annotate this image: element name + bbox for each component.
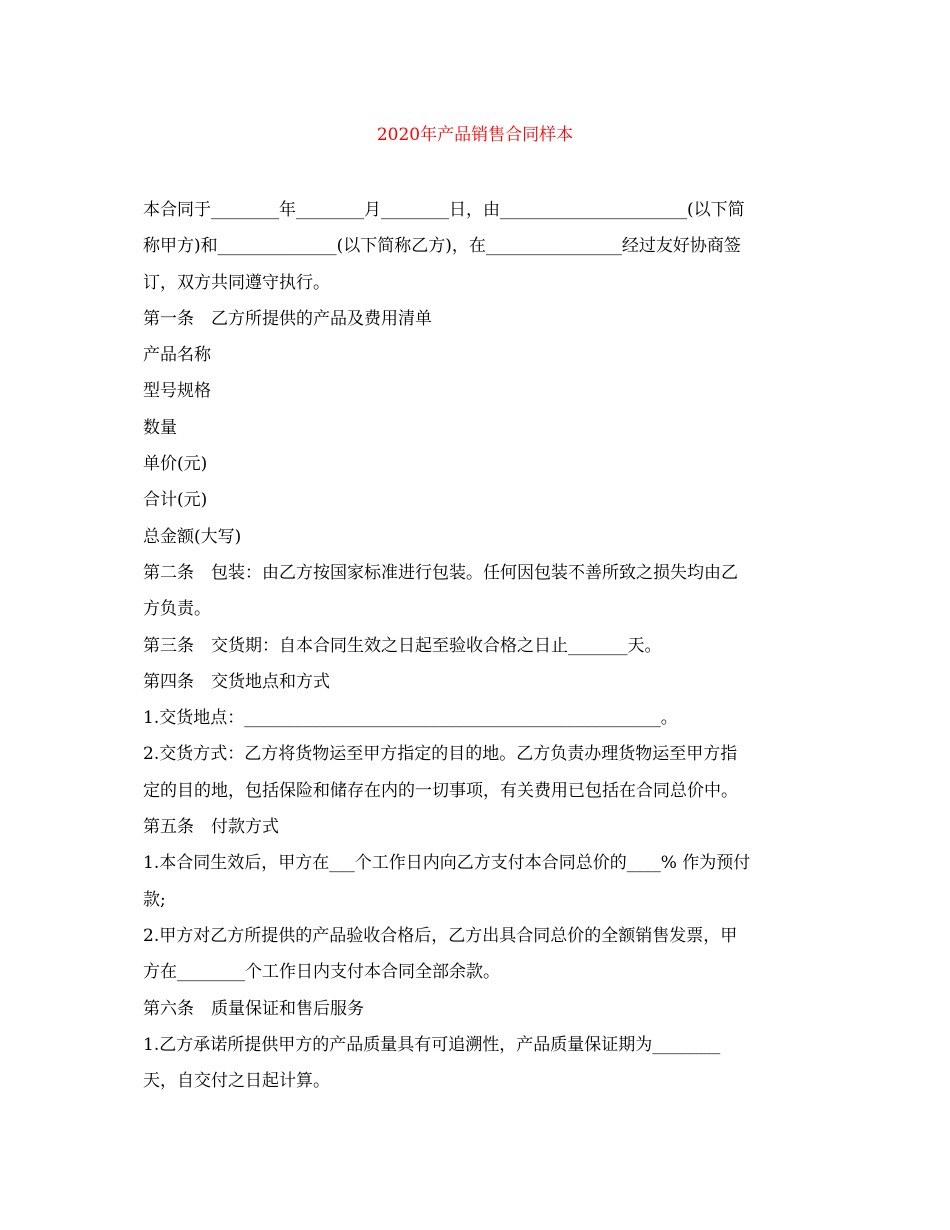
text-line: 天，自交付之日起计算。	[143, 1071, 330, 1092]
text-line: 合计(元)	[143, 490, 208, 511]
text-line: 订，双方共同遵守执行。	[143, 272, 330, 293]
text-line: 款;	[143, 889, 166, 910]
article-2-line: 第二条 包装：由乙方按国家标准进行包装。任何因包装不善所致之损失均由乙	[143, 562, 738, 583]
text-line: 1.交货地点：_________________________________________________。	[143, 708, 678, 729]
article-1-heading: 第一条 乙方所提供的产品及费用清单	[143, 308, 432, 329]
text-line: 型号规格	[143, 381, 211, 402]
text-line: 数量	[143, 417, 177, 438]
text-line: 方负责。	[143, 599, 211, 620]
article-5-heading: 第五条 付款方式	[143, 817, 279, 838]
text-line: 产品名称	[143, 345, 211, 366]
text-line: 定的目的地，包括保险和储存在内的一切事项，有关费用已包括在合同总价中。	[143, 780, 738, 801]
text-line: 1.本合同生效后，甲方在___个工作日内向乙方支付本合同总价的____% 作为预付	[143, 853, 751, 874]
text-line: 单价(元)	[143, 454, 208, 475]
article-6-heading: 第六条 质量保证和售后服务	[143, 998, 364, 1019]
text-line: 总金额(大写)	[143, 526, 242, 547]
document-title: 2020年产品销售合同样本	[376, 125, 574, 145]
text-line: 2.甲方对乙方所提供的产品验收合格后，乙方出具合同总价的全额销售发票，甲	[143, 925, 738, 946]
text-line: 本合同于________年________月________日，由______________________(以下简	[143, 200, 745, 220]
text-line: 方在________个工作日内支付本合同全部余款。	[143, 962, 500, 983]
text-line: 2.交货方式：乙方将货物运至甲方指定的目的地。乙方负责办理货物运至甲方指	[143, 744, 738, 765]
text-line: 1.乙方承诺所提供甲方的产品质量具有可追溯性，产品质量保证期为________	[143, 1034, 721, 1055]
document-body	[143, 192, 811, 1099]
text-line: 称甲方)和______________(以下简称乙方)，在________________经过友好协商签	[143, 236, 741, 257]
article-3-line: 第三条 交货期：自本合同生效之日起至验收合格之日止_______天。	[143, 635, 662, 656]
article-4-heading: 第四条 交货地点和方式	[143, 671, 330, 692]
